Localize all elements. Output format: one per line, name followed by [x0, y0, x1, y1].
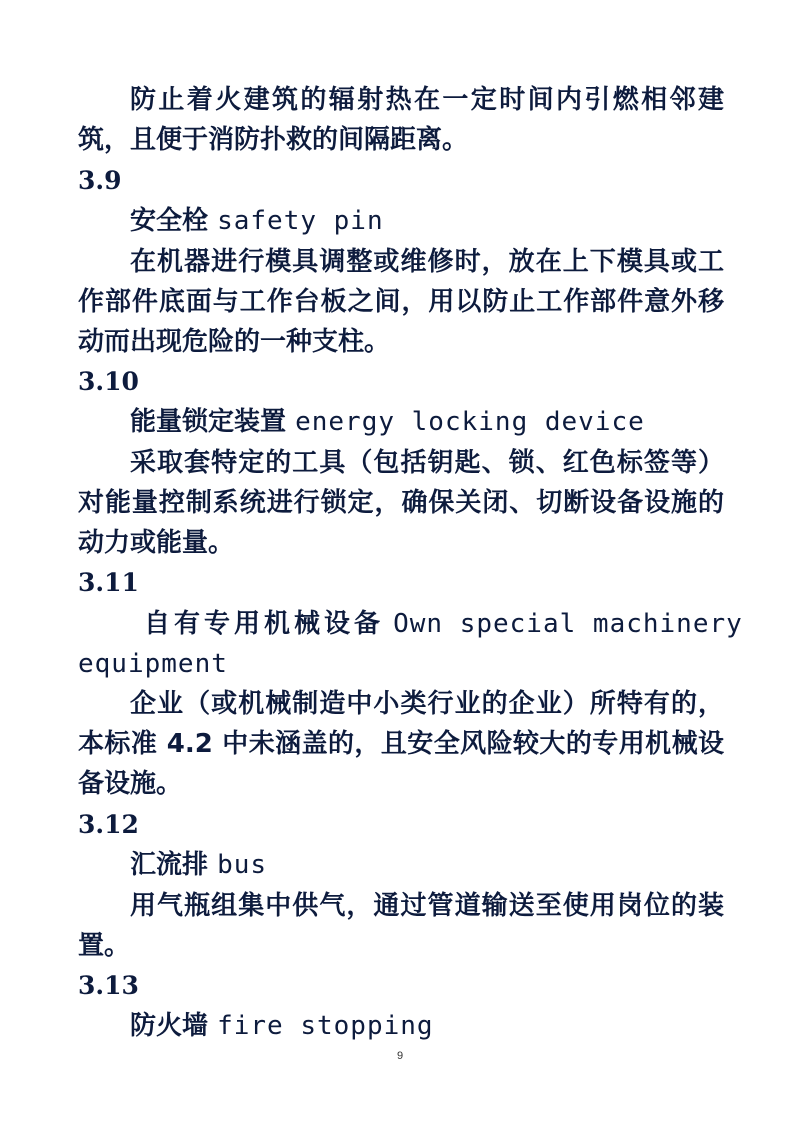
term-english: fire stopping: [217, 1011, 434, 1041]
term-heading: [144, 604, 743, 644]
paragraph-line: 防止着火建筑的辐射热在一定时间内引燃相邻建: [130, 85, 724, 115]
definition-line: 动而出现危险的一种支柱。: [78, 327, 391, 357]
paragraph-line: 筑，且便于消防扑救的间隔距离。: [78, 125, 469, 155]
term-heading: [130, 402, 724, 442]
term-english-continued: equipment: [78, 649, 228, 679]
term-heading: [130, 845, 724, 885]
definition-line: 采取套特定的工具（包括钥匙、锁、红色标签等）: [130, 448, 724, 478]
section-number: 3.12: [78, 810, 139, 839]
section-number: 3.10: [78, 367, 139, 396]
definition-line: 置。: [78, 931, 131, 961]
term-chinese: 自有专用机械设备: [144, 609, 385, 639]
term-heading: [130, 201, 724, 241]
term-english: energy locking device: [295, 407, 645, 437]
term-chinese: 防火墙: [130, 1011, 209, 1041]
term-chinese: 安全栓: [130, 206, 209, 236]
section-number: 3.11: [78, 568, 139, 597]
definition-line: 在机器进行模具调整或维修时，放在上下模具或工: [130, 247, 724, 277]
term-chinese: 能量锁定装置: [130, 407, 287, 437]
definition-line: 动力或能量。: [78, 528, 235, 558]
definition-line: 用气瓶组集中供气，通过管道输送至使用岗位的装: [130, 891, 724, 921]
definition-line: 备设施。: [78, 769, 183, 799]
definition-line: 作部件底面与工作台板之间，用以防止工作部件意外移: [78, 287, 724, 317]
term-heading: [130, 1006, 724, 1046]
section-number: 3.9: [78, 166, 122, 195]
term-english: safety pin: [217, 206, 384, 236]
definition-line: 本标准 4.2 中未涵盖的，且安全风险较大的专用机械设: [78, 729, 724, 759]
term-english: bus: [217, 850, 268, 880]
definition-line: 对能量控制系统进行锁定，确保关闭、切断设备设施的: [78, 488, 724, 518]
page-number: 9: [396, 1050, 404, 1062]
term-chinese: 汇流排: [130, 850, 209, 880]
term-english: Own special machinery: [393, 609, 743, 639]
definition-line: 企业（或机械制造中小类行业的企业）所特有的，: [130, 689, 724, 719]
section-number: 3.13: [78, 971, 139, 1000]
